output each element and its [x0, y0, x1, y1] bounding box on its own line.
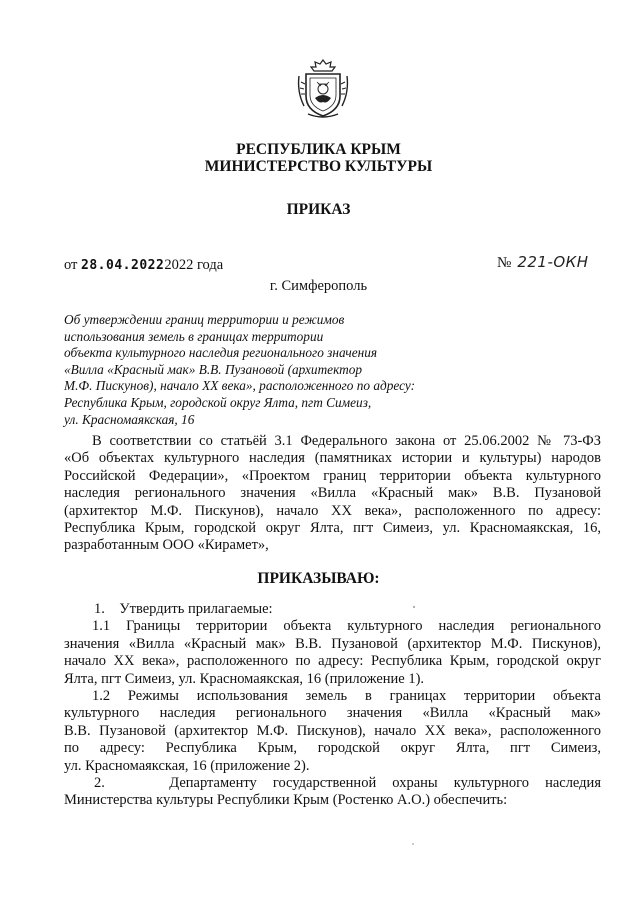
item-1-2-line: 1.2 Режимы использования земель в границах территории объекта	[92, 688, 601, 705]
document-title: ПРИКАЗ	[286, 201, 351, 218]
header-ministry: МИНИСТЕРСТВО КУЛЬТУРЫ	[204, 158, 433, 175]
header-republic: РЕСПУБЛИКА КРЫМ	[236, 141, 401, 158]
number-sign: №	[497, 255, 512, 271]
item-1-2-line: ул. Красномаякская, 16 (приложение 2).	[64, 757, 310, 774]
number-value: 221-ОКН	[517, 253, 589, 271]
preamble-line: Российской Федерации», «Проектом границ территории объекта культурного	[64, 467, 601, 484]
subject-line: Республика Крым, городской округ Ялта, пгт Симеиз,	[64, 394, 372, 410]
scan-speck	[412, 843, 414, 845]
preamble-line: В соответствии со статьёй 3.1 Федерального закона от 25.06.2002 № 73-ФЗ	[92, 433, 601, 449]
item-1-2-line: культурного наследия регионального значения «Вилла «Красный мак»	[64, 705, 601, 722]
preamble-line: «Об объектах культурного наследия (памятниках истории и культуры) народов	[64, 450, 601, 467]
item-2-line: 2. Департаменту государственной охраны культурного наследия	[94, 775, 601, 792]
item-1-2-line: по адресу: Республика Крым, городской округ Ялта, пгт Симеиз,	[64, 740, 601, 757]
item-1-1-line: Ялта, пгт Симеиз, ул. Красномаякская, 16 (приложение 1).	[64, 670, 425, 687]
preamble-paragraph	[64, 433, 601, 555]
order-heading: ПРИКАЗЫВАЮ:	[257, 570, 380, 587]
subject-line: М.Ф. Пискунов), начало XX века», расположенного по адресу:	[64, 378, 416, 394]
item-1-2-line: В.В. Пузановой (архитектор М.Ф. Пискунов), начало XX века», расположенного	[64, 722, 601, 739]
preamble-line: (архитектор М.Ф. Пискунов), начало XX века», расположенного по адресу:	[64, 502, 601, 519]
preamble-line: разработанным ООО «Кирамет»,	[64, 537, 269, 554]
item-2-line: Министерства культуры Республики Крым (Ростенко А.О.) обеспечить:	[64, 792, 508, 809]
document-number	[497, 253, 589, 272]
item-1: 1. Утвердить прилагаемые:	[94, 601, 273, 617]
item-1-1-line: начало XX века», расположенного по адресу: Республика Крым, городской округ	[64, 653, 601, 670]
preamble-line: Республика Крым, городской округ Ялта, пгт Симеиз, ул. Красномаякская, 16,	[64, 520, 601, 537]
subject-line: ул. Красномаякская, 16	[64, 411, 195, 427]
item-1-1-line: 1.1 Границы территории объекта культурного наследия регионального	[92, 618, 601, 635]
date-suffix: 2022 года	[164, 257, 224, 273]
subject-line: объекта культурного наследия регионального значения	[64, 345, 378, 361]
document-city: г. Симферополь	[269, 278, 368, 294]
subject-line: Об утверждении границ территории и режимов	[64, 312, 345, 327]
coat-of-arms-emblem	[296, 58, 350, 120]
date-prefix: от	[64, 257, 78, 273]
order-items	[64, 601, 601, 810]
item-1-1-line: значения «Вилла «Красный мак» В.В. Пузановой (архитектор М.Ф. Пискунов),	[64, 635, 601, 652]
document-date	[64, 257, 223, 274]
date-value: 28.04.2022	[81, 258, 165, 273]
scan-speck	[413, 606, 415, 608]
subject-line: использования земель в границах территории	[64, 328, 324, 344]
preamble-line: наследия регионального значения «Вилла «Красный мак» В.В. Пузановой	[64, 485, 601, 502]
subject-line: «Вилла «Красный мак» В.В. Пузановой (архитектор	[64, 361, 363, 377]
document-subject	[64, 312, 424, 428]
